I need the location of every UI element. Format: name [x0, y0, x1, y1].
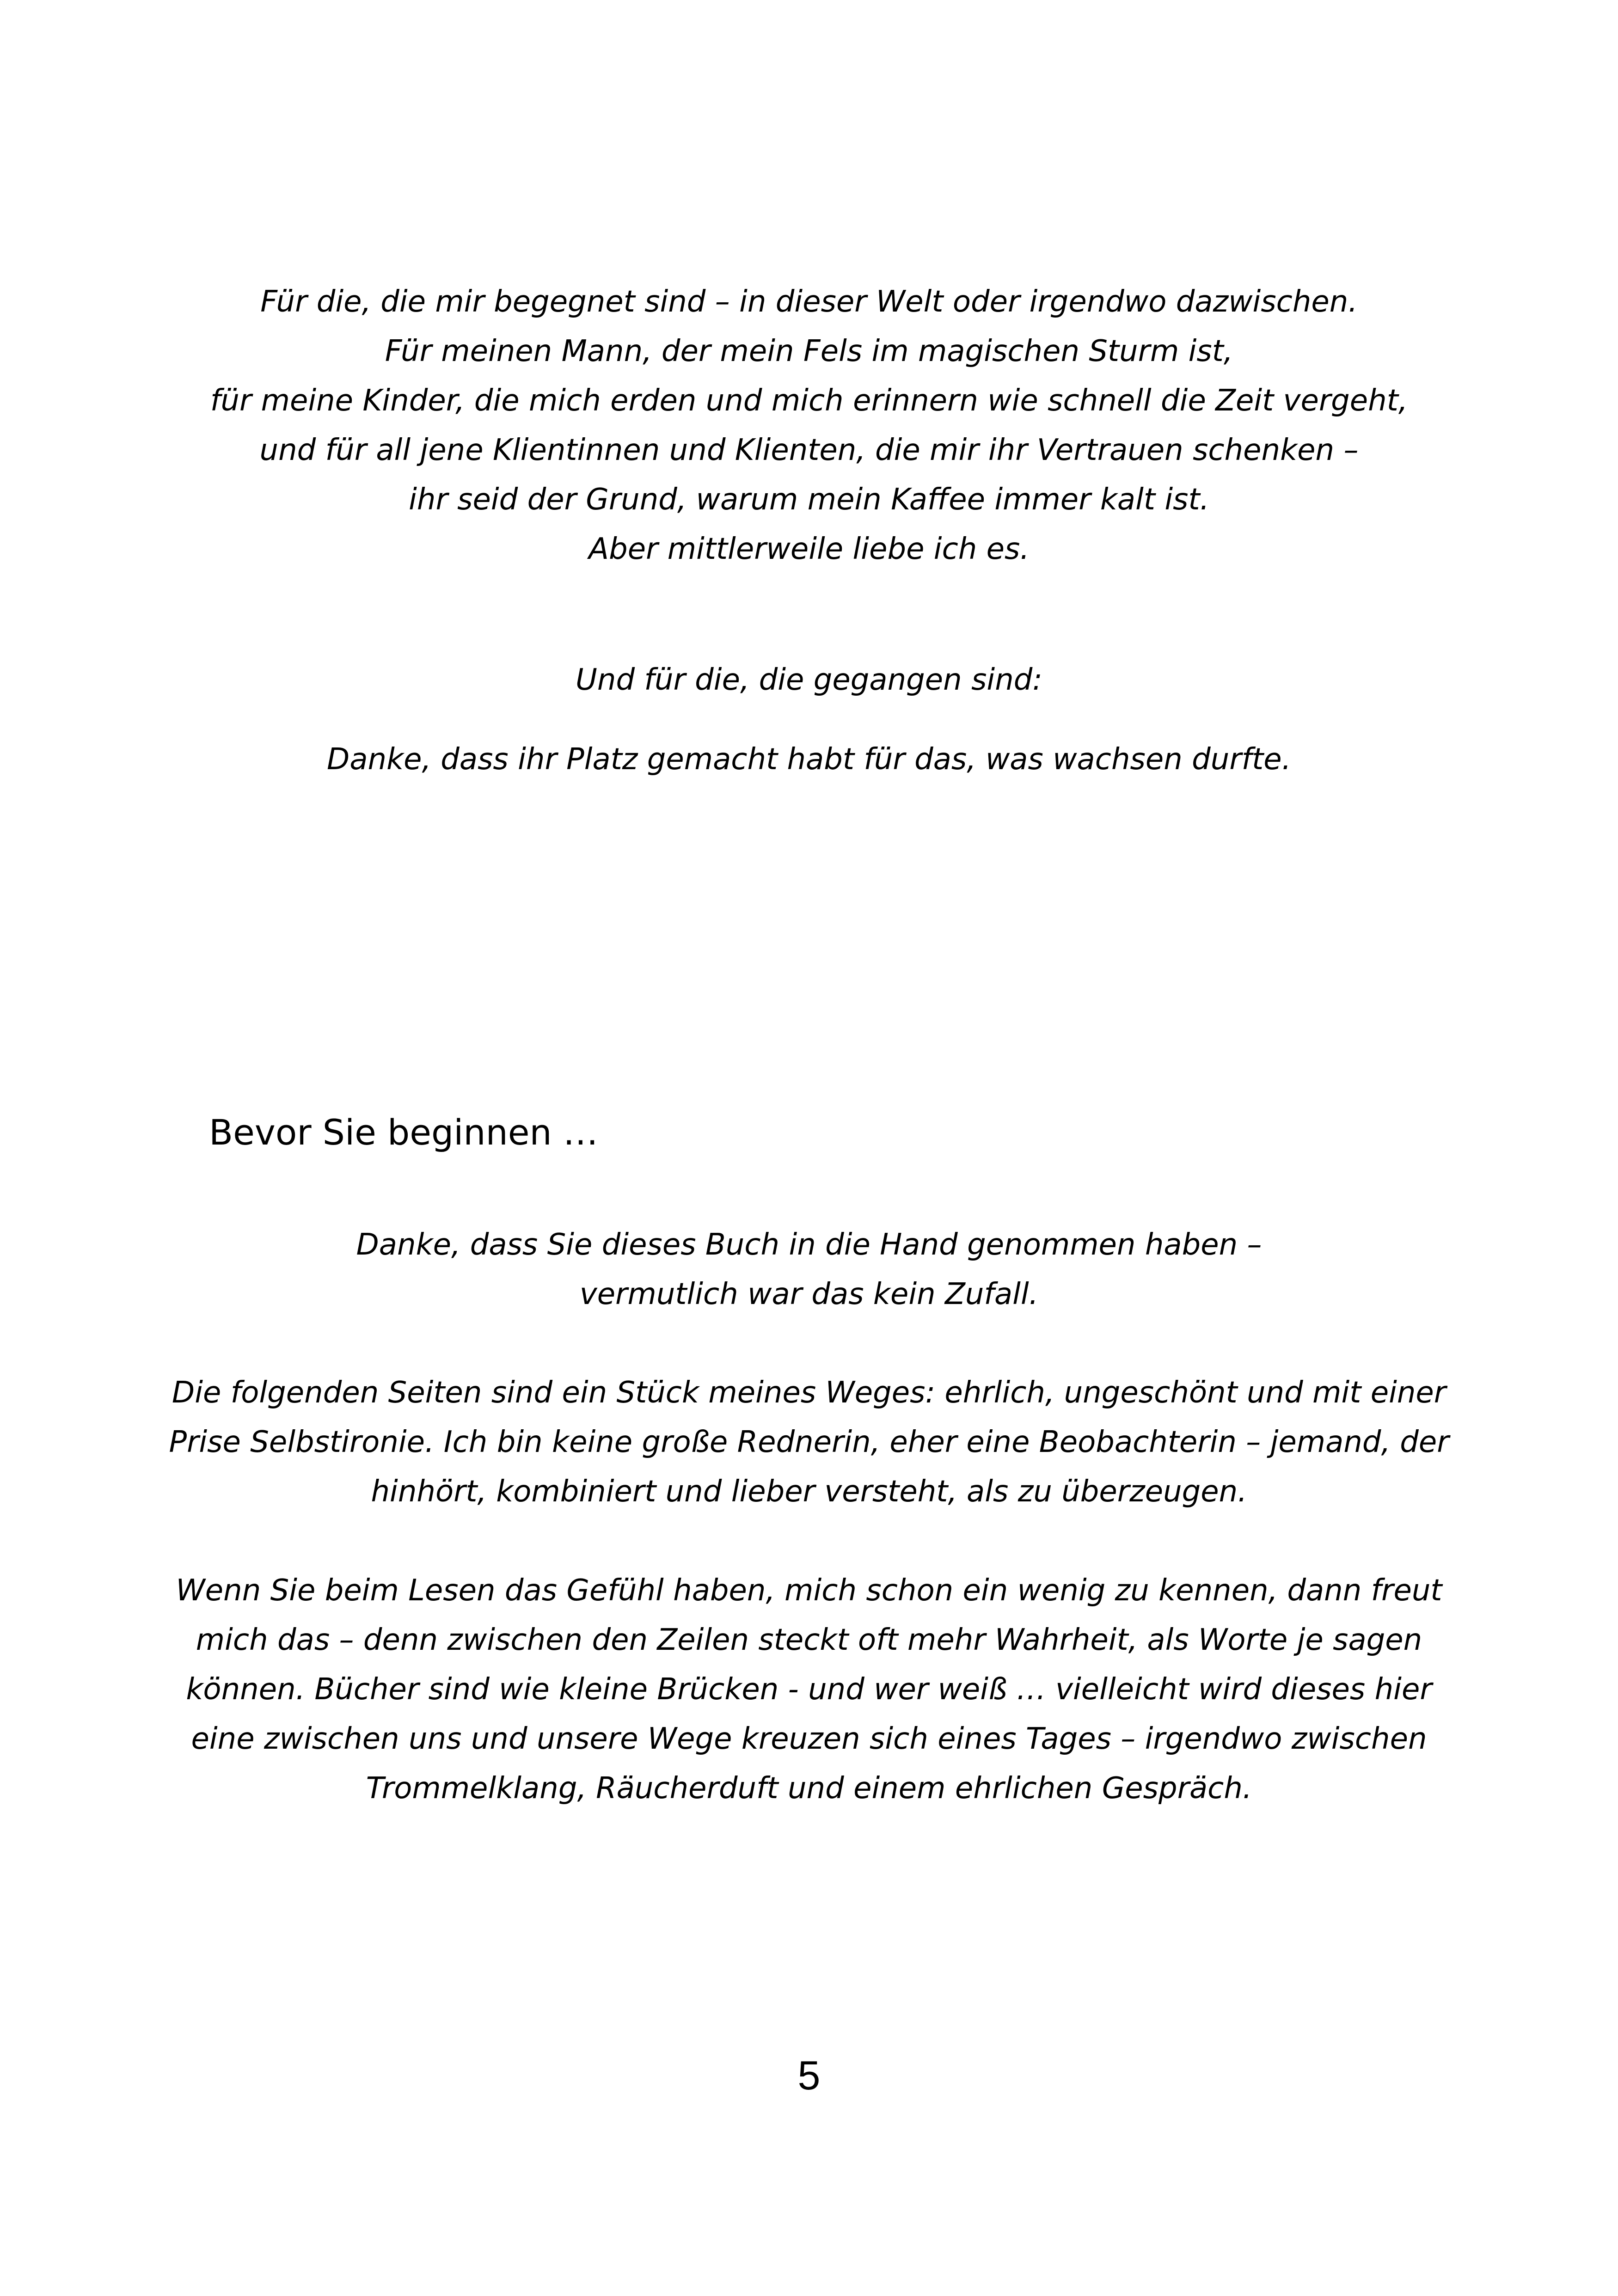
dedication-line: Aber mittlerweile liebe ich es. — [588, 532, 1030, 566]
dedication-gone-intro-text: Und für die, die gegangen sind: — [576, 663, 1042, 697]
paragraph-line: Trommelklang, Räucherduft und einem ehrlichen Gespräch. — [366, 1771, 1252, 1806]
page-number: 5 — [797, 2052, 821, 2098]
dedication-line: und für all jene Klientinnen und Klienten, die mir ihr Vertrauen schenken – — [259, 433, 1359, 467]
paragraph-line: eine zwischen uns und unsere Wege kreuzen sich eines Tages – irgendwo zwischen — [191, 1722, 1427, 1756]
section-heading: Bevor Sie beginnen … — [209, 1112, 598, 1153]
paragraph-line: Die folgenden Seiten sind ein Stück meines Weges: ehrlich, ungeschönt und mit einer — [172, 1376, 1446, 1410]
dedication-line: für meine Kinder, die mich erden und mich erinnern wie schnell die Zeit vergeht, — [210, 384, 1408, 418]
intro-paragraph — [162, 1566, 1456, 1813]
paragraph-line: hinhört, kombiniert und lieber versteht, als zu überzeugen. — [371, 1475, 1247, 1509]
paragraph-line: Danke, dass Sie dieses Buch in die Hand genommen haben – — [356, 1228, 1262, 1262]
paragraph-line: vermutlich war das kein Zufall. — [579, 1277, 1039, 1311]
dedication-line: ihr seid der Grund, warum mein Kaffee immer kalt ist. — [409, 483, 1209, 517]
dedication-block — [162, 277, 1456, 574]
intro-paragraph — [162, 1368, 1456, 1517]
intro-paragraph — [162, 1220, 1456, 1319]
dedication-gone-intro — [162, 655, 1456, 705]
paragraph-line: Wenn Sie beim Lesen das Gefühl haben, mich schon ein wenig zu kennen, dann freut — [176, 1574, 1442, 1608]
dedication-gone-thanks-text: Danke, dass ihr Platz gemacht habt für das, was wachsen durfte. — [327, 742, 1291, 777]
paragraph-line: mich das – denn zwischen den Zeilen steckt oft mehr Wahrheit, als Worte je sagen — [196, 1623, 1422, 1657]
dedication-line: Für die, die mir begegnet sind – in dieser Welt oder irgendwo dazwischen. — [260, 285, 1358, 319]
dedication-line: Für meinen Mann, der mein Fels im magischen Sturm ist, — [385, 334, 1233, 368]
paragraph-line: Prise Selbstironie. Ich bin keine große Rednerin, eher eine Beobachterin – jemand, der — [169, 1425, 1449, 1459]
dedication-gone-thanks — [162, 735, 1456, 784]
paragraph-line: können. Bücher sind wie kleine Brücken - und wer weiß … vielleicht wird dieses hier — [186, 1672, 1432, 1707]
